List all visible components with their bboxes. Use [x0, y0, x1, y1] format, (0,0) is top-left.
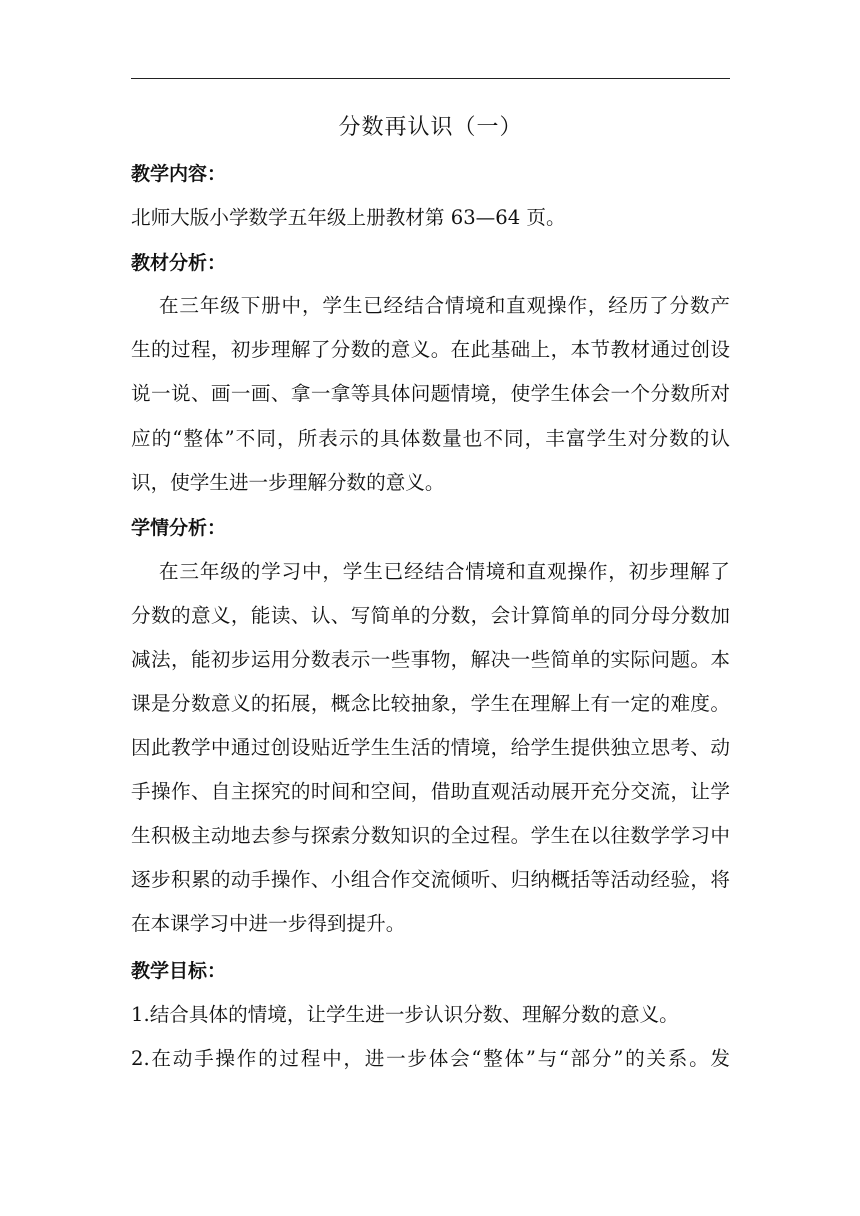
paragraph-line: 识，使学生进一步理解分数的意义。: [131, 471, 445, 494]
document-page: [131, 78, 730, 79]
section-students: [131, 515, 730, 541]
paragraph-line: 在三年级的学习中，学生已经结合情境和直观操作，初步理解了: [159, 560, 730, 583]
paragraph-line-wrap: [131, 867, 730, 893]
paragraph-line-wrap: [131, 381, 730, 407]
paragraph-line-wrap: [131, 1002, 730, 1028]
section-content: [131, 161, 730, 187]
paragraph-line-wrap: [131, 647, 730, 673]
paragraph-line: 说一说、画一画、拿一拿等具体问题情境，使学生体会一个分数所对: [131, 382, 730, 405]
paragraph-line: 逐步积累的动手操作、小组合作交流倾听、归纳概括等活动经验，将: [131, 868, 730, 891]
paragraph-line: 生的过程，初步理解了分数的意义。在此基础上，本节教材通过创设: [131, 338, 730, 361]
section-heading-students: 学情分析：: [131, 517, 227, 539]
section-heading-goals: 教学目标：: [131, 960, 227, 982]
paragraph-line: 在本课学习中进一步得到提升。: [131, 912, 406, 935]
paragraph-line: 手操作、自主探究的时间和空间，借助直观活动展开充分交流，让学: [131, 780, 730, 803]
paragraph-line: 课是分数意义的拓展，概念比较抽象，学生在理解上有一定的难度。: [131, 692, 730, 715]
document-title: 分数再认识（一）: [338, 115, 523, 140]
paragraph-line-wrap: [131, 823, 730, 849]
paragraph-line: 因此教学中通过创设贴近学生生活的情境，给学生提供独立思考、动: [131, 736, 730, 759]
paragraph-line-wrap: [131, 779, 730, 805]
paragraph-line: 生积极主动地去参与探索分数知识的全过程。学生在以往数学学习中: [131, 824, 730, 847]
section-material-body: [131, 293, 730, 319]
paragraph-line-wrap: [131, 735, 730, 761]
section-heading-content: 教学内容：: [131, 163, 227, 185]
title-block: [131, 113, 730, 143]
paragraph-line: 在三年级下册中，学生已经结合情境和直观操作，经历了分数产: [159, 294, 730, 317]
section-heading-material: 教材分析：: [131, 252, 227, 274]
list-item: 2.在动手操作的过程中，进一步体会“整体”与“部分”的关系。发: [131, 1047, 730, 1070]
paragraph-line-wrap: [131, 603, 730, 629]
paragraph-line: 应的“整体”不同，所表示的具体数量也不同，丰富学生对分数的认: [131, 427, 730, 450]
section-material: [131, 250, 730, 276]
list-item: 1.结合具体的情境，让学生进一步认识分数、理解分数的意义。: [131, 1003, 679, 1026]
paragraph-line-wrap: [131, 470, 730, 496]
paragraph-line-wrap: [131, 559, 730, 585]
paragraph-line-wrap: [131, 337, 730, 363]
paragraph-line-wrap: [131, 691, 730, 717]
paragraph-line-wrap: [131, 911, 730, 937]
paragraph-line: 北师大版小学数学五年级上册教材第 63—64 页。: [131, 206, 566, 229]
section-goals: [131, 958, 730, 984]
section-content-body: [131, 205, 730, 231]
paragraph-line: 分数的意义，能读、认、写简单的分数，会计算简单的同分母分数加: [131, 604, 730, 627]
paragraph-line-wrap: [131, 1046, 730, 1072]
header-rule: [131, 78, 730, 79]
paragraph-line-wrap: [131, 426, 730, 452]
paragraph-line: 减法，能初步运用分数表示一些事物，解决一些简单的实际问题。本: [131, 648, 730, 671]
